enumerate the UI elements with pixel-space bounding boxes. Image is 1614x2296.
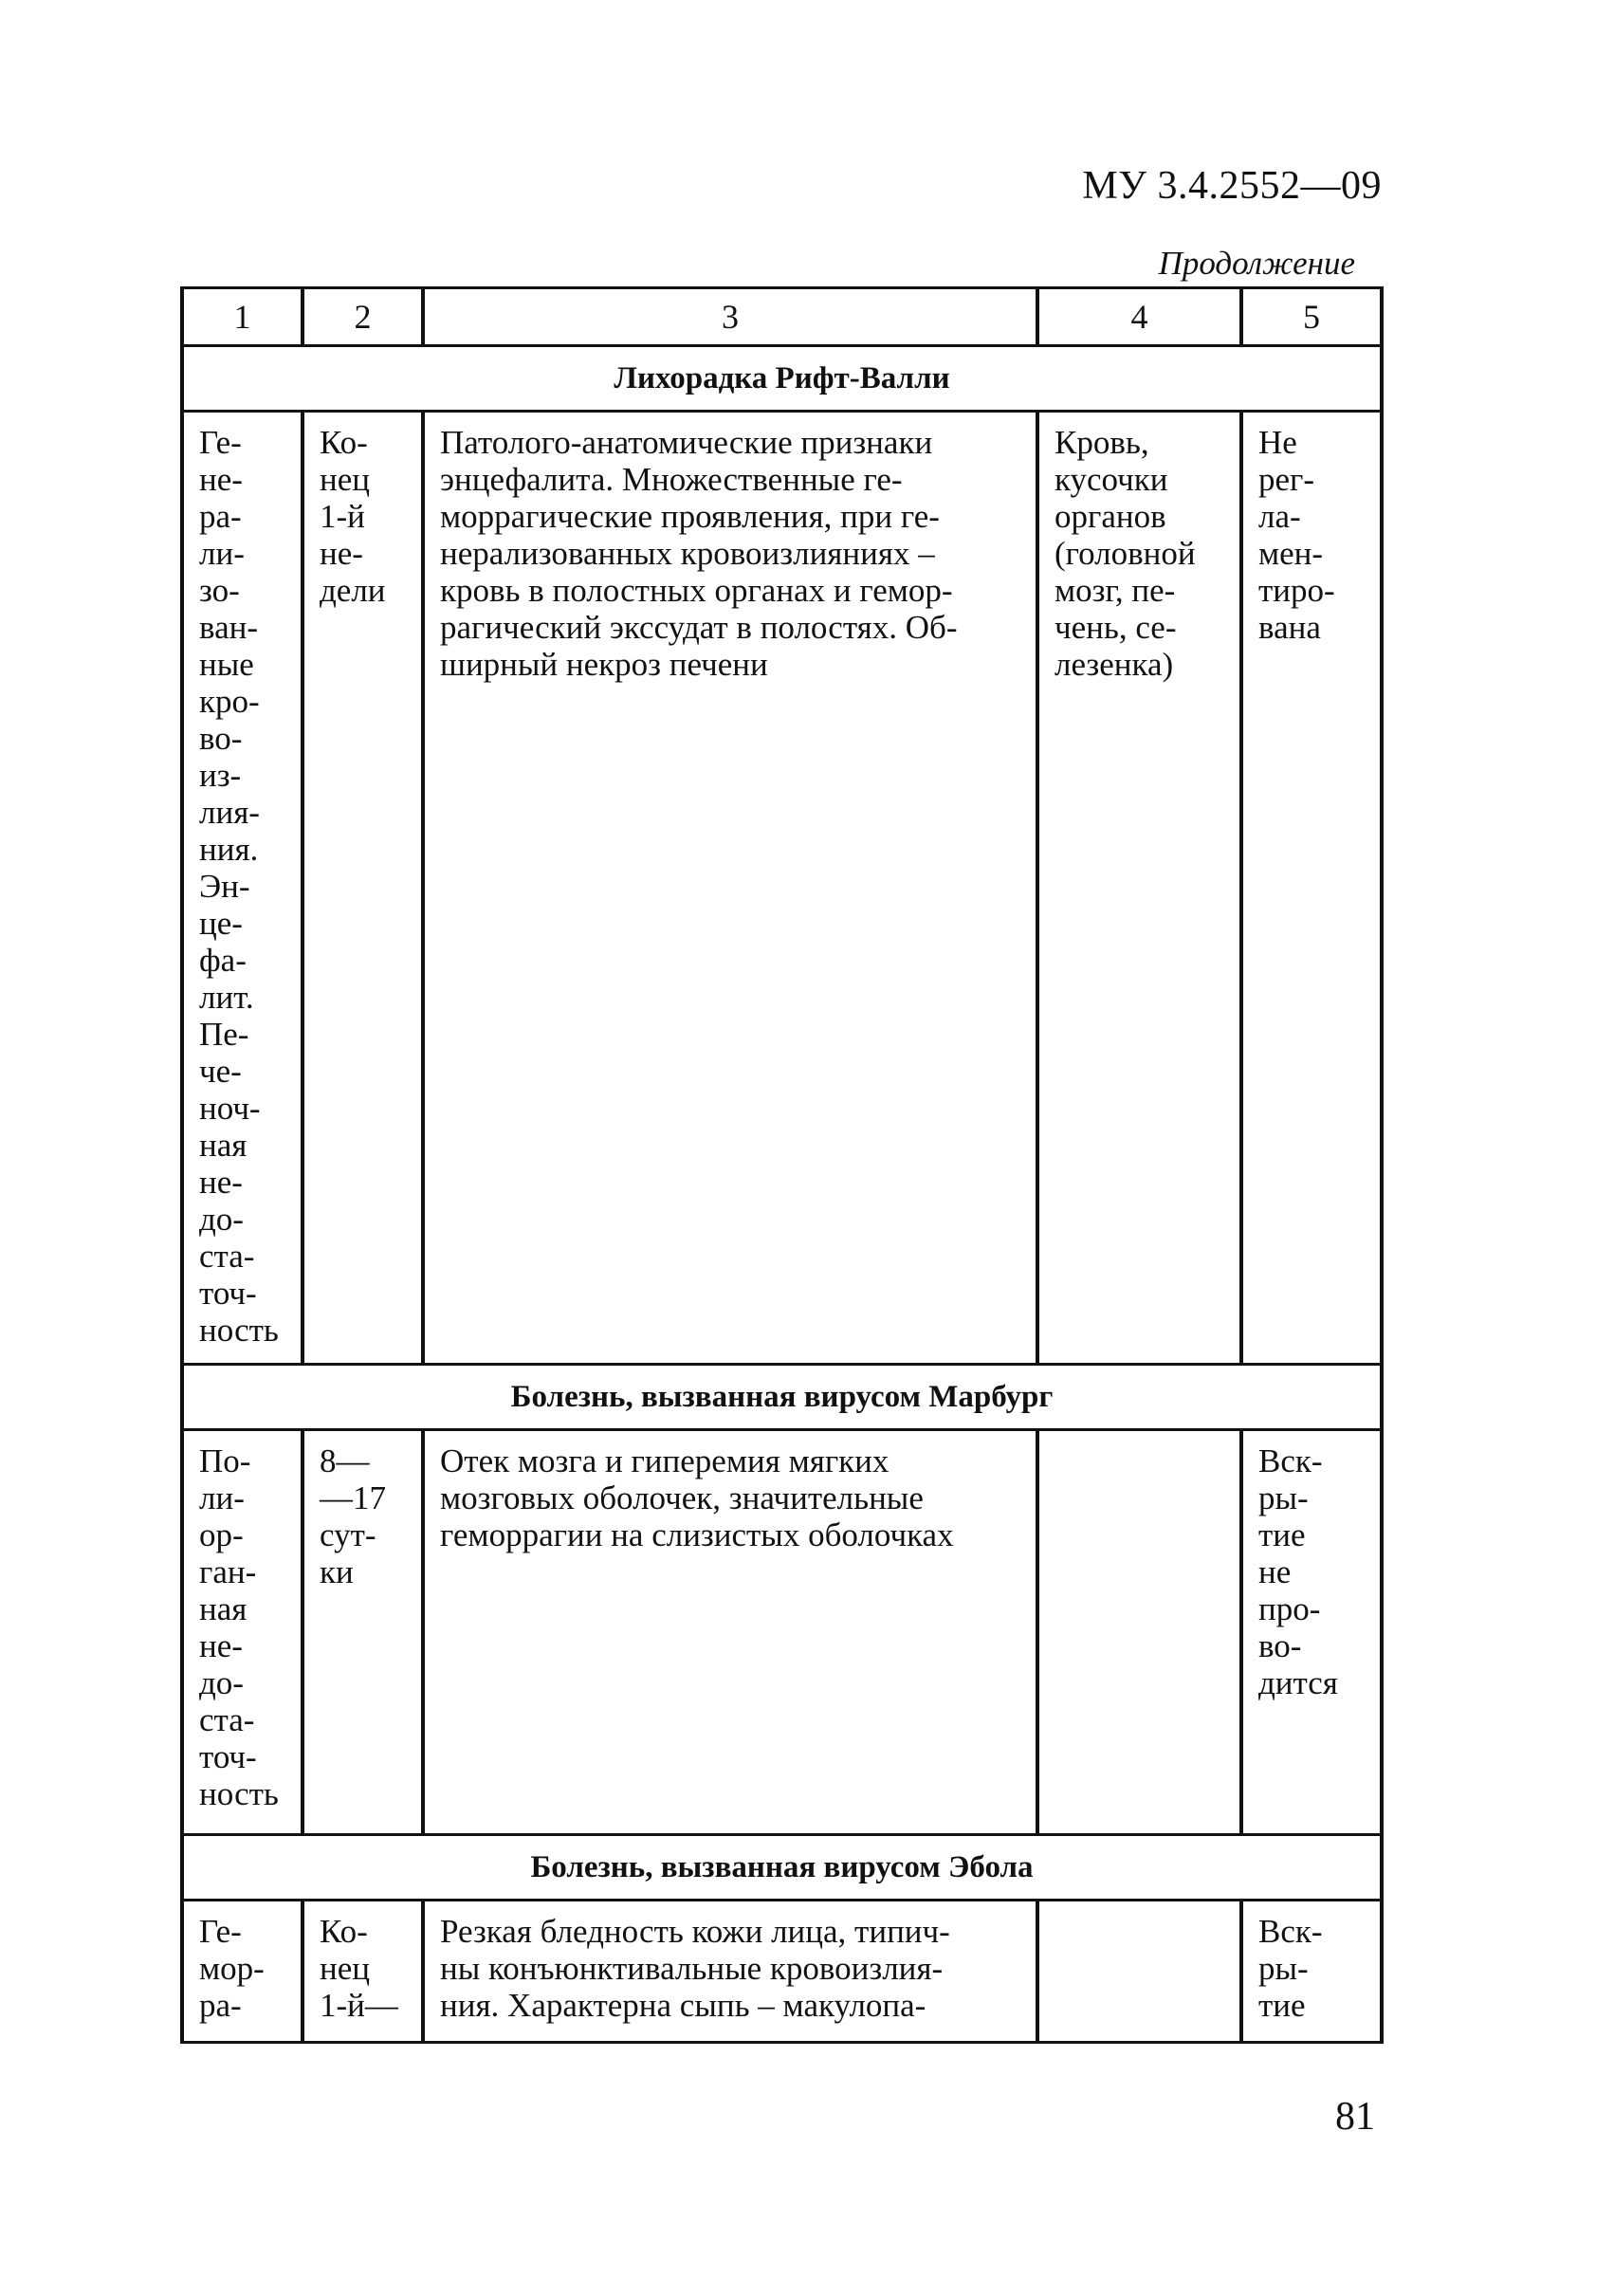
cell-line: энцефалита. Множественные ге- [440,461,903,498]
column-number: 1 [182,288,303,346]
cell-col3 [423,1901,1037,2043]
cell-line: ные [199,646,254,683]
cell-col3 [423,412,1037,1365]
column-number: 4 [1037,288,1241,346]
section-title: Болезнь, вызванная вирусом Эбола [182,1835,1382,1901]
cell-line: Кровь, [1055,424,1149,461]
cell-line: сут- [320,1516,376,1553]
cell-line: моррагические проявления, при ге- [440,498,940,535]
cell-line: 1-й— [320,1987,398,2024]
page-number: 81 [1335,2095,1375,2139]
column-number: 5 [1241,288,1382,346]
cell-line: Резкая бледность кожи лица, типич- [440,1913,950,1950]
cell-col2 [303,412,423,1365]
cell-col1 [182,1901,303,2043]
cell-line: ния. [199,831,259,868]
cell-line: точ- [199,1275,257,1312]
continuation-label: Продолжение [1158,245,1355,282]
table-row [182,412,1382,1365]
cell-line: чень, се- [1055,609,1177,646]
cell-line: Пе- [199,1016,249,1053]
section-header-rift-valley [182,346,1382,412]
section-title: Болезнь, вызванная вирусом Марбург [182,1365,1382,1430]
cell-line: ли- [199,535,245,572]
cell-line: лезенка) [1055,646,1174,683]
cell-line: По- [199,1442,251,1479]
cell-line: мен- [1258,535,1324,572]
cell-line: до- [199,1664,244,1701]
cell-line: нец [320,461,370,498]
cell-line: Вск- [1258,1913,1323,1950]
cell-line: ста- [199,1238,255,1275]
cell-line: мозговых оболочек, значительные [440,1479,924,1516]
cell-line: ность [199,1312,279,1349]
cell-line: 1-й [320,498,365,535]
cell-line: ган- [199,1553,257,1590]
cell-line: не- [199,1164,243,1201]
table-row [182,1430,1382,1835]
cell-line: ра- [199,498,242,535]
cell-line: кровь в полостных органах и гемор- [440,572,953,609]
cell-line: Патолого-анатомические признаки [440,424,933,461]
cell-line: органов [1055,498,1166,535]
cell-line: рег- [1258,461,1315,498]
cell-line: не- [320,535,363,572]
cell-line: ла- [1258,498,1301,535]
cell-line: Ге- [199,424,242,461]
column-number: 3 [423,288,1037,346]
cell-line: ность [199,1775,279,1812]
cell-line: ста- [199,1701,255,1738]
cell-line: во- [199,720,243,757]
cell-line: мозг, пе- [1055,572,1176,609]
cell-line: рагический экссудат в полостях. Об- [440,609,958,646]
cell-line: ки [320,1553,354,1590]
cell-col5 [1241,1901,1382,2043]
cell-line: Ге- [199,1913,242,1950]
cell-line: вана [1258,609,1321,646]
cell-line: дится [1258,1664,1338,1701]
cell-line: ния. Характерна сыпь – макулопа- [440,1987,926,2024]
section-header-ebola [182,1835,1382,1901]
cell-line: ная [199,1590,248,1627]
cell-line: кусочки [1055,461,1168,498]
document-code: МУ 3.4.2552—09 [1082,164,1382,208]
cell-line: нерализованных кровоизлияниях – [440,535,935,572]
cell-line: из- [199,757,242,794]
cell-line: не- [199,461,243,498]
cell-line: во- [1258,1627,1302,1664]
cell-col1 [182,412,303,1365]
cell-line: Отек мозга и гиперемия мягких [440,1442,890,1479]
cell-line: фа- [199,942,247,979]
cell-line: ор- [199,1516,244,1553]
cell-line: тиро- [1258,572,1335,609]
cell-line: кро- [199,683,260,720]
cell-line: точ- [199,1738,257,1775]
cell-col4 [1037,1430,1241,1835]
pathology-table [180,286,1384,2044]
cell-line: нец [320,1950,370,1987]
cell-col2 [303,1430,423,1835]
cell-line: ны конъюнктивальные кровоизлия- [440,1950,944,1987]
cell-line: лия- [199,794,260,831]
column-number-row [182,288,1382,346]
cell-line: лит. [199,979,254,1016]
cell-line: ван- [199,609,258,646]
cell-col4 [1037,1901,1241,2043]
cell-line: тие [1258,1516,1306,1553]
cell-line: ная [199,1127,248,1164]
cell-col4 [1037,412,1241,1365]
cell-col1 [182,1430,303,1835]
cell-line: ширный некроз печени [440,646,768,683]
cell-line: Не [1258,424,1297,461]
cell-col3 [423,1430,1037,1835]
cell-line: тие [1258,1987,1306,2024]
cell-line: ры- [1258,1950,1309,1987]
cell-line: Вск- [1258,1442,1323,1479]
cell-line: не- [199,1627,243,1664]
cell-col5 [1241,412,1382,1365]
cell-line: —17 [320,1479,386,1516]
cell-line: (головной [1055,535,1196,572]
cell-line: дели [320,572,386,609]
cell-line: ра- [199,1987,242,2024]
section-title: Лихорадка Рифт-Валли [182,346,1382,412]
cell-line: зо- [199,572,240,609]
cell-line: Ко- [320,1913,368,1950]
cell-line: мор- [199,1950,265,1987]
cell-line: Ко- [320,424,368,461]
column-number: 2 [303,288,423,346]
cell-line: це- [199,905,243,942]
cell-line: ры- [1258,1479,1309,1516]
cell-line: ли- [199,1479,245,1516]
cell-line: не [1258,1553,1292,1590]
cell-col2 [303,1901,423,2043]
cell-line: про- [1258,1590,1321,1627]
section-header-marburg [182,1365,1382,1430]
cell-line: Эн- [199,868,250,905]
cell-line: геморрагии на слизистых оболочках [440,1516,954,1553]
table-row [182,1901,1382,2043]
cell-line: че- [199,1053,242,1090]
cell-line: 8— [320,1442,370,1479]
cell-line: ноч- [199,1090,261,1127]
cell-col5 [1241,1430,1382,1835]
cell-line: до- [199,1201,244,1238]
